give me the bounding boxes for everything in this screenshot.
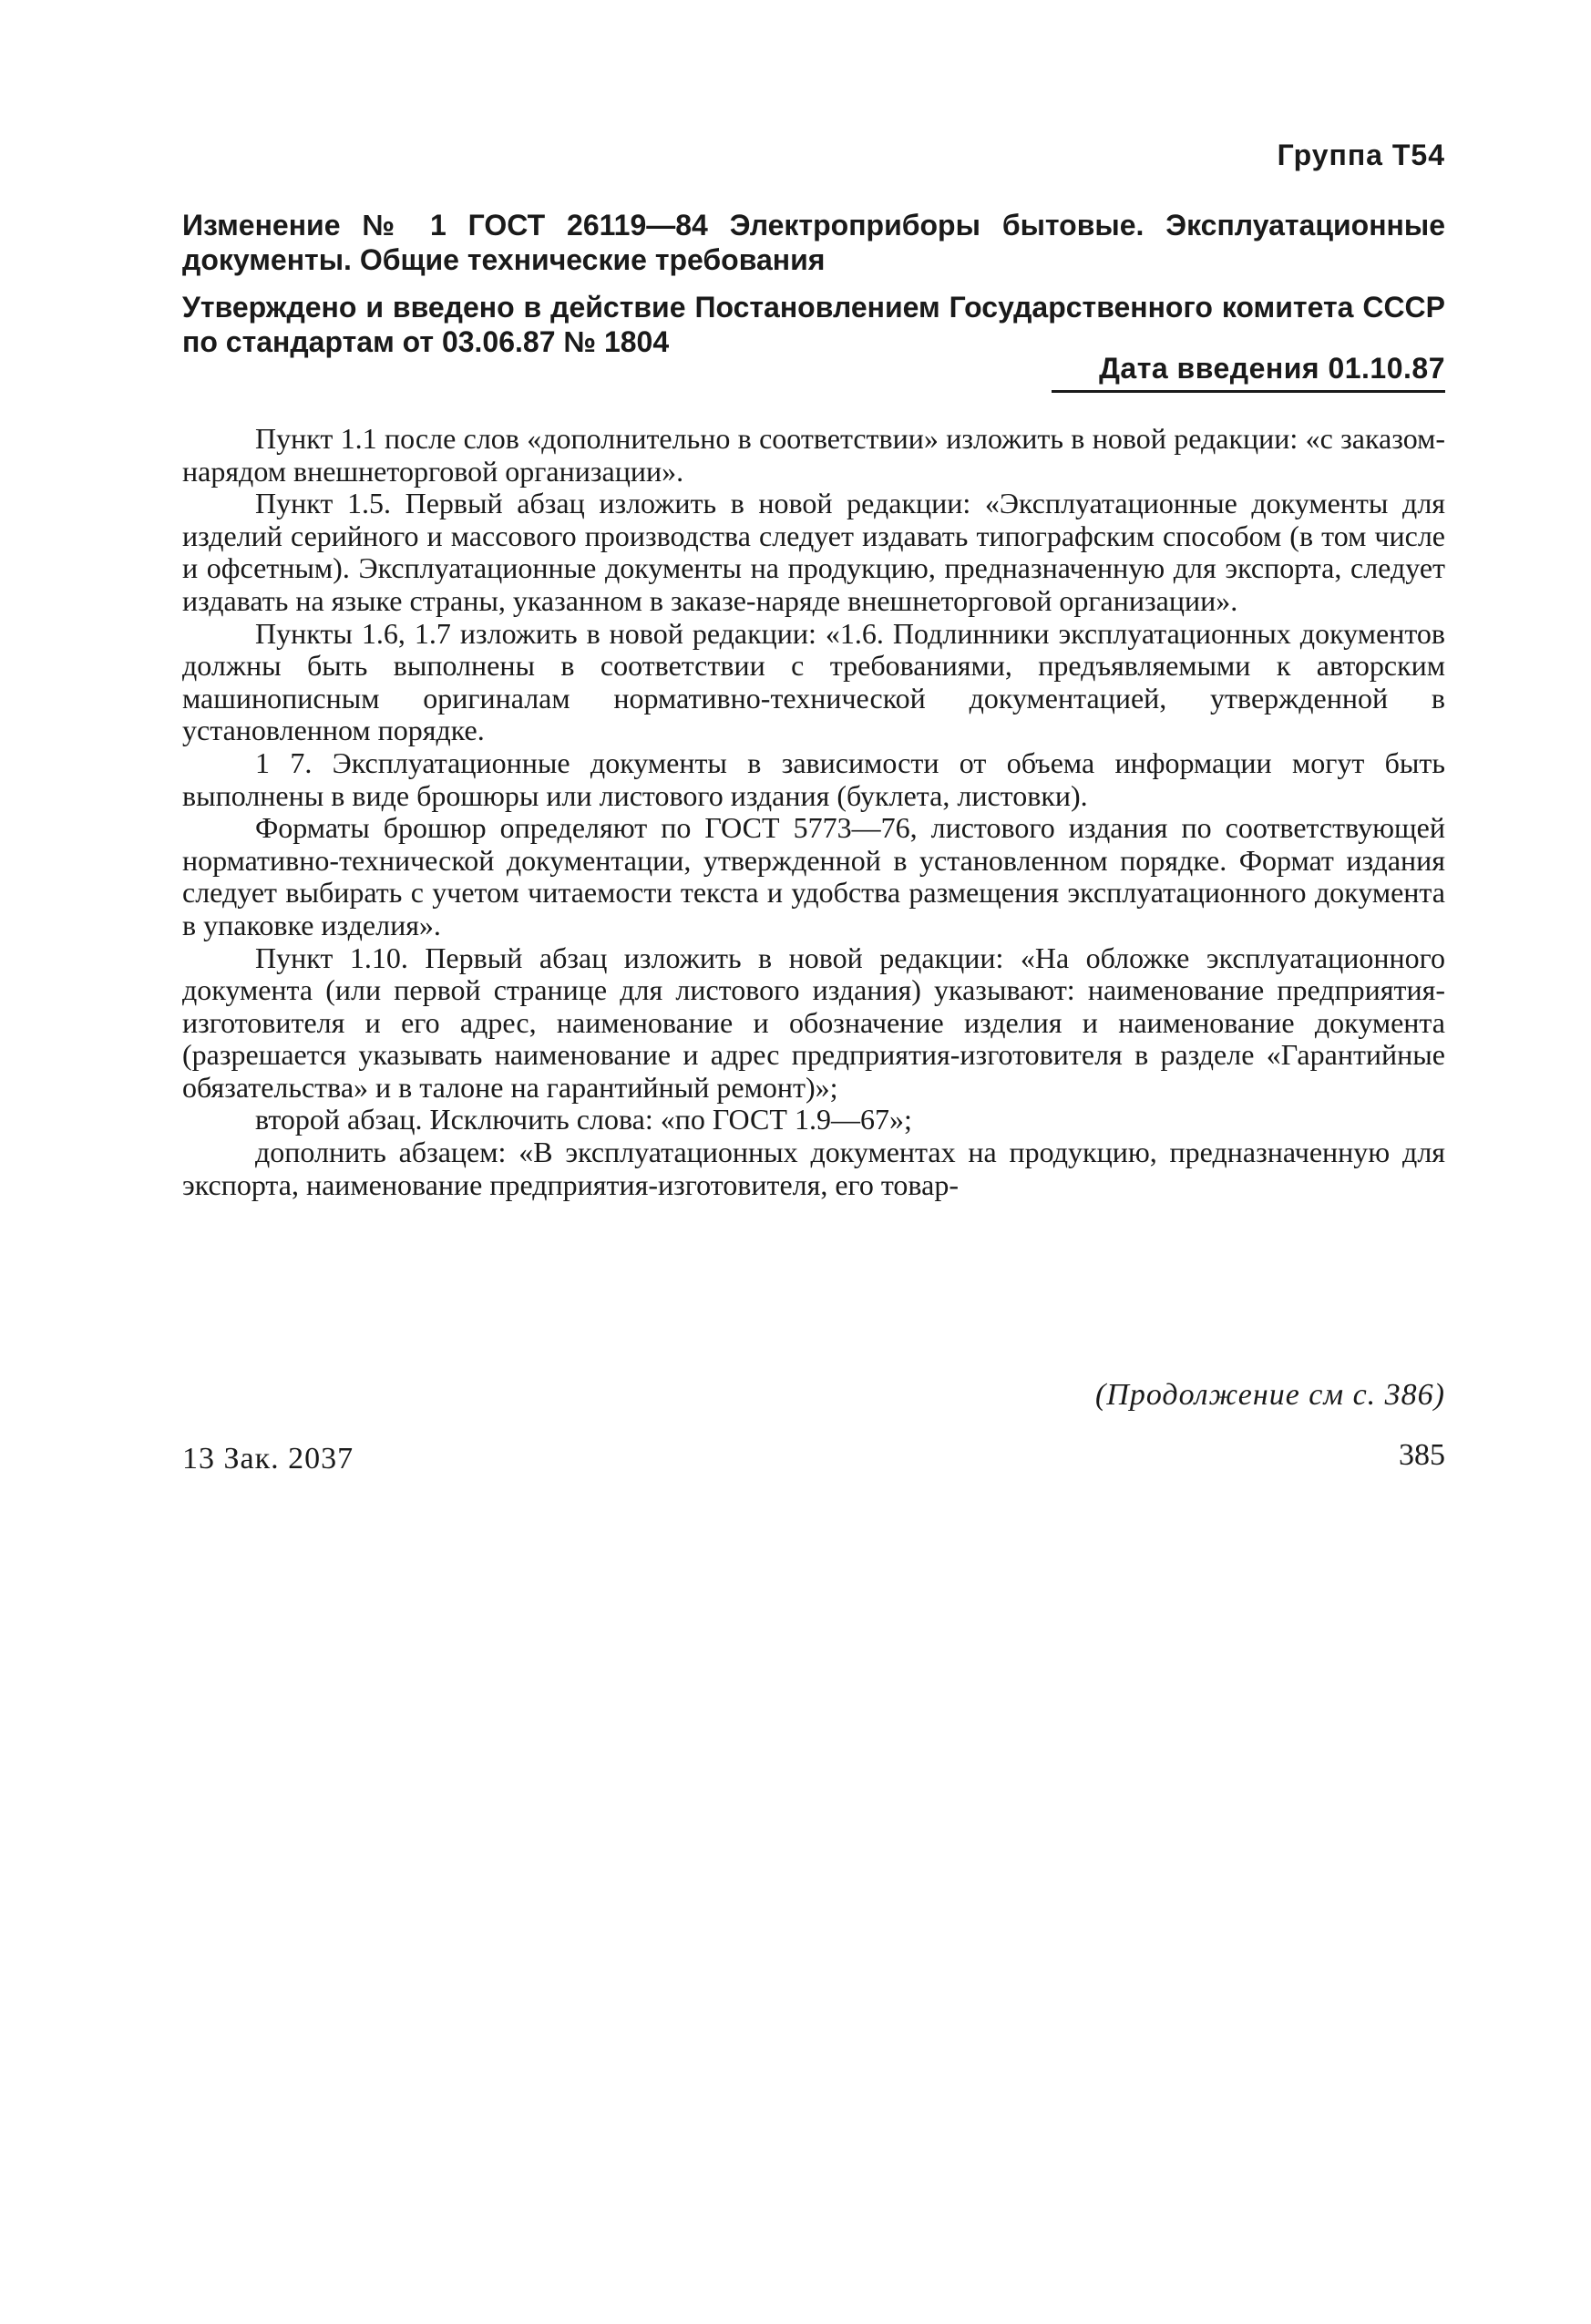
introduction-date-underline: [1052, 390, 1445, 393]
order-number: 13 Зак. 2037: [182, 1442, 354, 1476]
paragraph-supplement: дополнить абзацем: «В эксплуатационных документах на продукцию, предназначенную для экспорта, наименование предприятия-изготовителя, его товар-: [182, 1136, 1445, 1201]
paragraph-clauses-1-6-1-7: Пункты 1.6, 1.7 изложить в новой редакции: «1.6. Подлинники эксплуатационных документов должны быть выполнены в соответствии с требованиями, предъявляемыми к авторским машинописным оригиналам нормативно-технической документацией, утвержденной в установленном порядке.: [182, 616, 1445, 747]
introduction-date-block: [1052, 350, 1445, 393]
paragraph-formats: Форматы брошюр определяют по ГОСТ 5773—76, листового издания по соответствующей нормативно-технической документации, утвержденной в установленном порядке. Формат издания следует выбирать с учетом читаемости текста и удобства размещения эксплуатационного документа в упаковке изделия».: [182, 811, 1445, 941]
introduction-date: Дата введения 01.10.87: [1099, 352, 1445, 385]
approval-statement: Утверждено и введено в действие Постановлением Государственного комитета СССР по стандартам от 03.06.87 № 1804: [182, 291, 1445, 358]
amendment-title: Изменение № 1 ГОСТ 26119—84 Электроприборы бытовые. Эксплуатационные документы. Общие технические требования: [182, 209, 1445, 276]
group-label: Группа Т54: [1277, 139, 1445, 171]
continuation-note: (Продолжение см с. 386): [1094, 1378, 1445, 1412]
amendment-body: [182, 423, 1445, 1201]
paragraph-clause-1-5: Пункт 1.5. Первый абзац изложить в новой редакции: «Эксплуатационные документы для изделий серийного и массового производства следует издавать типографским способом (в том числе и офсетным). Эксплуатационные документы на продукцию, предназначенную для экспорта, следует издавать на языке страны, указанном в заказе-наряде внешнеторговой организации».: [182, 487, 1445, 617]
paragraph-second-abstract: второй абзац. Исключить слова: «по ГОСТ 1.9—67»;: [255, 1103, 912, 1136]
paragraph-clause-1-10: Пункт 1.10. Первый абзац изложить в новой редакции: «На обложке эксплуатационного документа (или первой странице для листового издания) указывают: наименование предприятия-изготовителя и его адрес, наименование и обозначение изделия и наименование документа (разрешается указывать наименование и адрес предприятия-изготовителя в разделе «Гарантийные обязательства» и в талоне на гарантийный ремонт)»;: [182, 941, 1445, 1104]
paragraph-clause-1-1: Пункт 1.1 после слов «дополнительно в соответствии» изложить в новой редакции: «с заказом-нарядом внешнеторговой организации».: [182, 422, 1445, 488]
paragraph-clause-1-7: 1 7. Эксплуатационные документы в зависимости от объема информации могут быть выполнены в виде брошюры или листового издания (буклета, листовки).: [182, 746, 1445, 812]
page-number: 385: [1399, 1438, 1445, 1472]
